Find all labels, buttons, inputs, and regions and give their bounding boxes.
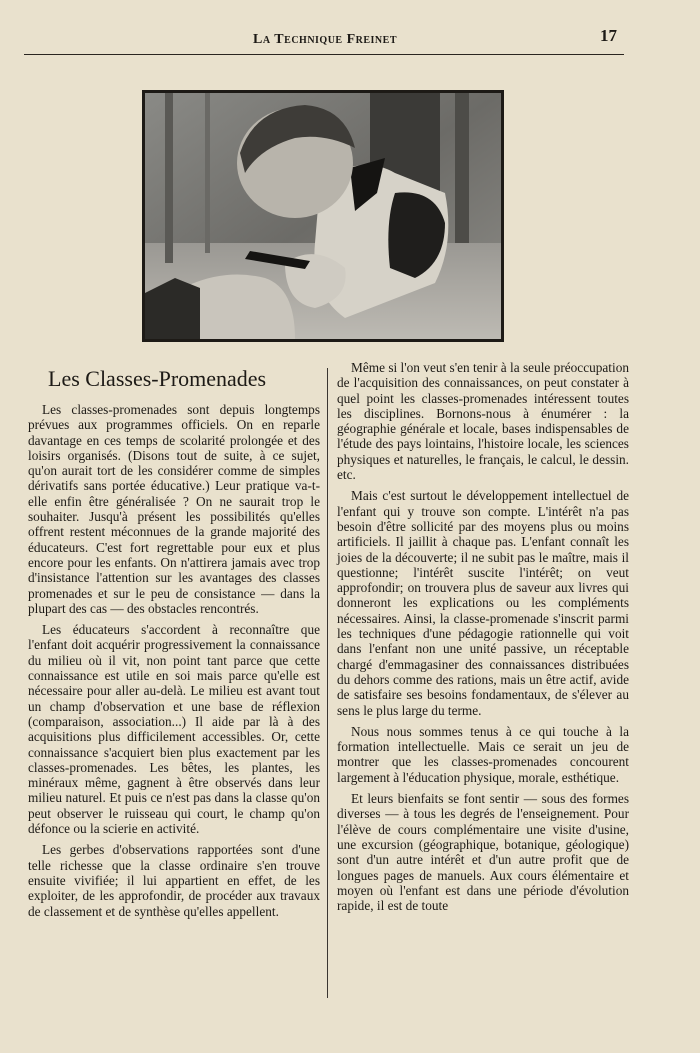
paragraph: Nous nous sommes tenus à ce qui touche à la formation intellectuelle. Mais ce serait un jeu de montrer que les classes-promenades concourent largement à l'éducation physique, morale, esthétique. (337, 723, 629, 785)
photo-illustration (145, 93, 501, 339)
running-header-title: La Technique Freinet (253, 32, 397, 47)
paragraph: Même si l'on veut s'en tenir à la seule préoccupation de l'acquisition des connaissances, on peut constater à quel point les classes-promenades intéressent toutes les disciplines. Bornons-nous à énumérer : la géographie générale et locale, bases indispensables de l'étude des pays lointains, l'histoire locale, les sciences physiques et naturelles, le français, le calcul, le dessin. etc. (337, 360, 629, 483)
paragraph: Les classes-promenades sont depuis longtemps prévues aux programmes officiels. On en reparle davantage en ces temps de scolarité prolongée et des loisirs organisés. (Disons tout de suite, à ce sujet, qu'on aurait tort de les considérer comme de simples dérivatifs sans portée éducative.) Leur pratique va-t-elle enfin être généralisée ? On ne saurait trop le souhaiter. Jusqu'à présent les possibilités qu'elles offrent restent méconnues de la grande majorité des éducateurs. C'est fort regrettable pour eux et plus encore pour les enfants. On n'attirera jamais avec trop d'insistance l'attention sur les avantages des classes promenades et sur le peu de consistance — dans la plupart des cas — des obstacles rencontrés. (28, 402, 320, 616)
right-column (337, 360, 629, 919)
page-number: 17 (600, 26, 617, 45)
left-column (28, 360, 320, 925)
header-rule (24, 54, 624, 55)
paragraph: Mais c'est surtout le développement intellectuel de l'enfant qui y trouve son compte. L'intérêt n'a pas besoin d'être sollicité par des moyens plus ou moins artificiels. Il jaillit à chaque pas. L'enfant connaît les joies de la découverte; il ne subit pas le maître, mais il questionne; l'intérêt suscite l'intérêt; on veut approfondir; on trouvera plus de saveur aux livres qui donneront les explications ou les compléments nécessaires. Ainsi, la classe-promenade s'inscrit parmi les techniques d'une pédagogie rationnelle qui voit dans l'enfant non une unité passive, un réceptable chargé d'emmagasiner des connaissances distribuées du dehors comme des rations, mais un être actif, avide de satisfaire ses besoins fondamentaux, de s'élever au sens le plus large du terme. (337, 488, 629, 718)
paragraph: Et leurs bienfaits se font sentir — sous des formes diverses — à tous les degrés de l'enseignement. Pour l'élève de cours complémentaire une visite d'usine, une excursion (géographique, botanique, géologique) sont d'un autre intérêt et d'un autre profit que de longues pages de manuels. Aux cours élémentaire et moyen où l'enfant est dans une période d'évolution rapide, il est de toute (337, 791, 629, 914)
paragraph: Les éducateurs s'accordent à reconnaître que l'enfant doit acquérir progressivement la connaissance du milieu où il vit, non point tant parce que cette connaissance est utile en soi mais parce qu'elle est nécessaire pour aller au-delà. Le milieu est avant tout un champ d'observation et une base de réflexion (comparaison, association...) Il aide par là à des acquisitions plus difficilement accessibles. Or, cette connaissance s'acquiert bien plus exactement par les classes-promenades. Les bêtes, les plantes, les minéraux même, gagnent à être observés dans leur milieu naturel. Et puis ce n'est pas dans la classe qu'on peut observer le ruisseau qui court, le champ qu'on défonce ou la scierie en activité. (28, 622, 320, 837)
article-photo (142, 90, 504, 342)
article-title: Les Classes-Promenades (48, 366, 267, 391)
paragraph: Les gerbes d'observations rapportées sont d'une telle richesse que la classe ordinaire s'en trouve ensuite vivifiée; il lui appartient en effet, de les exploiter, de les approfondir, de procéder aux travaux de classement et de synthèse qu'elles appellent. (28, 842, 320, 919)
column-divider (327, 368, 328, 998)
